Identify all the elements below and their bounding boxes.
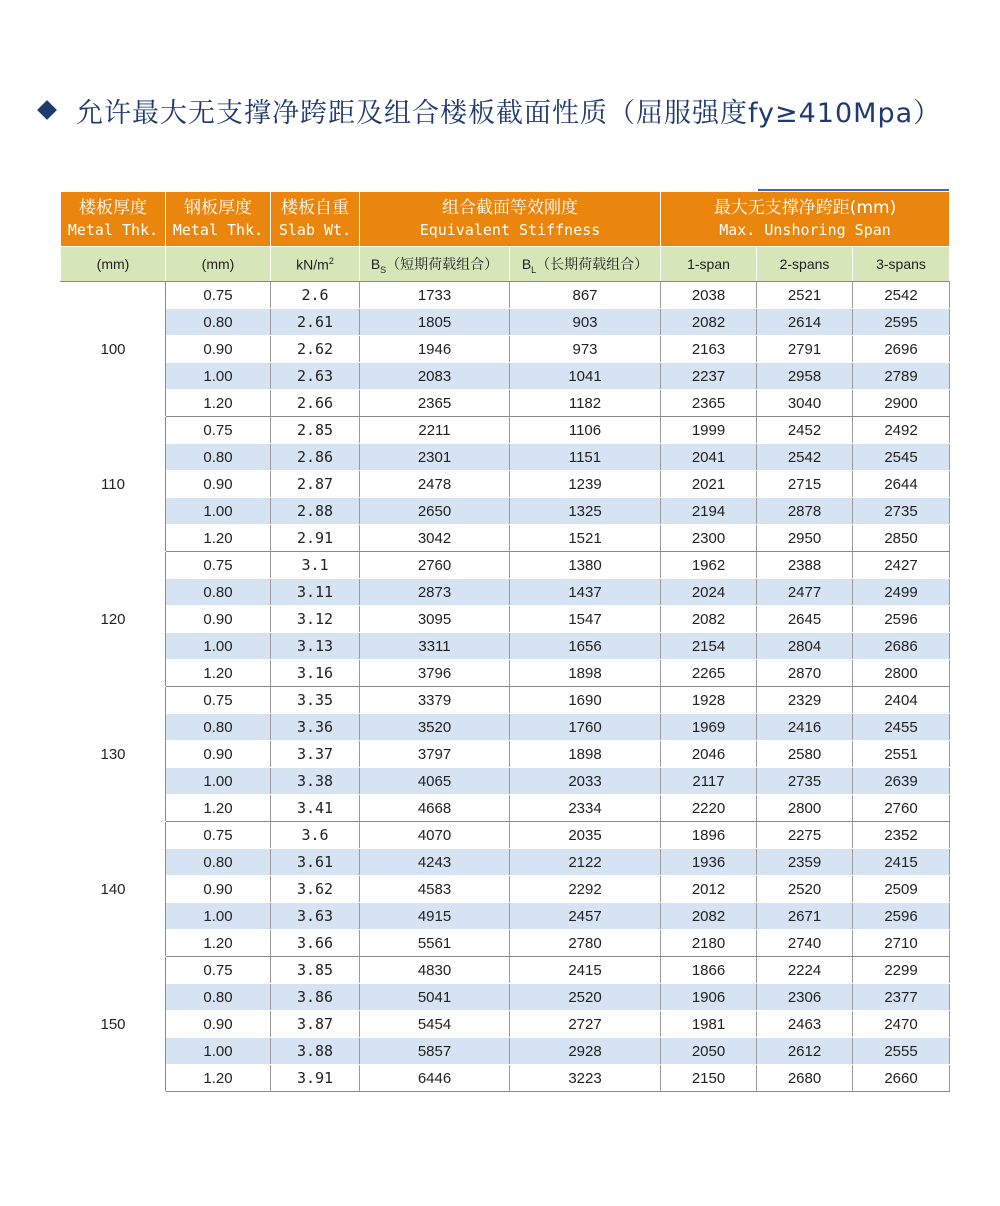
span-3-cell: 2545 bbox=[853, 444, 950, 471]
span-2-cell: 2800 bbox=[757, 795, 853, 822]
bl-stiffness-cell: 2780 bbox=[510, 930, 661, 957]
span-1-cell: 2024 bbox=[661, 579, 757, 606]
span-3-cell: 2555 bbox=[853, 1038, 950, 1065]
metal-thickness-cell: 1.00 bbox=[166, 498, 271, 525]
table-row bbox=[61, 660, 950, 687]
table-row bbox=[61, 930, 950, 957]
bl-stiffness-cell: 1437 bbox=[510, 579, 661, 606]
metal-thickness-cell: 1.00 bbox=[166, 768, 271, 795]
metal-thickness-cell: 1.20 bbox=[166, 1065, 271, 1092]
span-1-cell: 1866 bbox=[661, 957, 757, 984]
span-2-cell: 2329 bbox=[757, 687, 853, 714]
metal-thickness-cell: 1.20 bbox=[166, 930, 271, 957]
slab-weight-cell: 3.12 bbox=[271, 606, 360, 633]
span-1-cell: 2265 bbox=[661, 660, 757, 687]
bl-stiffness-cell: 1898 bbox=[510, 741, 661, 768]
span-2-cell: 2878 bbox=[757, 498, 853, 525]
bl-stiffness-cell: 1521 bbox=[510, 525, 661, 552]
table-row bbox=[61, 444, 950, 471]
slab-weight-cell: 3.62 bbox=[271, 876, 360, 903]
bs-stiffness-cell: 6446 bbox=[360, 1065, 510, 1092]
span-3-cell: 2415 bbox=[853, 849, 950, 876]
slab-weight-cell: 3.1 bbox=[271, 552, 360, 579]
table-row bbox=[61, 282, 950, 309]
slab-weight-cell: 3.63 bbox=[271, 903, 360, 930]
span-2-cell: 2950 bbox=[757, 525, 853, 552]
metal-thickness-cell: 1.20 bbox=[166, 390, 271, 417]
metal-thickness-cell: 1.20 bbox=[166, 525, 271, 552]
table-row bbox=[61, 606, 950, 633]
metal-thickness-cell: 0.90 bbox=[166, 606, 271, 633]
span-3-cell: 2644 bbox=[853, 471, 950, 498]
metal-thickness-cell: 1.00 bbox=[166, 363, 271, 390]
unit-3-spans: 3-spans bbox=[853, 247, 950, 282]
span-2-cell: 2521 bbox=[757, 282, 853, 309]
metal-thickness-cell: 0.75 bbox=[166, 552, 271, 579]
bs-stiffness-cell: 2083 bbox=[360, 363, 510, 390]
bs-stiffness-cell: 2301 bbox=[360, 444, 510, 471]
span-3-cell: 2542 bbox=[853, 282, 950, 309]
span-3-cell: 2455 bbox=[853, 714, 950, 741]
bs-stiffness-cell: 3797 bbox=[360, 741, 510, 768]
metal-thickness-cell: 1.00 bbox=[166, 903, 271, 930]
table-row bbox=[61, 417, 950, 444]
table-row bbox=[61, 957, 950, 984]
unit-bl-long-term: $B_L$（长期荷载组合） bbox=[510, 247, 661, 282]
bs-stiffness-cell: 2760 bbox=[360, 552, 510, 579]
span-3-cell: 2352 bbox=[853, 822, 950, 849]
span-1-cell: 1981 bbox=[661, 1011, 757, 1038]
bl-stiffness-cell: 1898 bbox=[510, 660, 661, 687]
span-1-cell: 2117 bbox=[661, 768, 757, 795]
bl-stiffness-cell: 2122 bbox=[510, 849, 661, 876]
bl-stiffness-cell: 1151 bbox=[510, 444, 661, 471]
header-slab-weight: 楼板自重 Slab Wt. bbox=[271, 192, 360, 247]
table-row bbox=[61, 552, 950, 579]
bs-stiffness-cell: 2650 bbox=[360, 498, 510, 525]
slab-weight-cell: 3.91 bbox=[271, 1065, 360, 1092]
unit-slab-thickness: (mm) bbox=[61, 247, 166, 282]
bs-stiffness-cell: 4583 bbox=[360, 876, 510, 903]
table-row bbox=[61, 1065, 950, 1092]
span-3-cell: 2735 bbox=[853, 498, 950, 525]
span-3-cell: 2596 bbox=[853, 606, 950, 633]
span-3-cell: 2696 bbox=[853, 336, 950, 363]
bl-stiffness-cell: 2033 bbox=[510, 768, 661, 795]
span-2-cell: 2614 bbox=[757, 309, 853, 336]
bs-stiffness-cell: 5454 bbox=[360, 1011, 510, 1038]
slab-weight-cell: 2.86 bbox=[271, 444, 360, 471]
bl-stiffness-cell: 867 bbox=[510, 282, 661, 309]
table-row bbox=[61, 795, 950, 822]
table-row bbox=[61, 498, 950, 525]
bs-stiffness-cell: 5857 bbox=[360, 1038, 510, 1065]
table-row bbox=[61, 390, 950, 417]
span-1-cell: 2082 bbox=[661, 903, 757, 930]
span-2-cell: 3040 bbox=[757, 390, 853, 417]
span-2-cell: 2520 bbox=[757, 876, 853, 903]
span-1-cell: 2038 bbox=[661, 282, 757, 309]
span-2-cell: 2680 bbox=[757, 1065, 853, 1092]
bl-stiffness-cell: 2727 bbox=[510, 1011, 661, 1038]
bl-stiffness-cell: 973 bbox=[510, 336, 661, 363]
metal-thickness-cell: 0.75 bbox=[166, 687, 271, 714]
bs-stiffness-cell: 3095 bbox=[360, 606, 510, 633]
span-3-cell: 2639 bbox=[853, 768, 950, 795]
table-row bbox=[61, 687, 950, 714]
span-2-cell: 2306 bbox=[757, 984, 853, 1011]
bs-stiffness-cell: 2211 bbox=[360, 417, 510, 444]
span-1-cell: 2154 bbox=[661, 633, 757, 660]
metal-thickness-cell: 0.75 bbox=[166, 417, 271, 444]
table-row bbox=[61, 741, 950, 768]
span-3-cell: 2660 bbox=[853, 1065, 950, 1092]
slab-weight-cell: 2.91 bbox=[271, 525, 360, 552]
metal-thickness-cell: 0.75 bbox=[166, 957, 271, 984]
bs-stiffness-cell: 5041 bbox=[360, 984, 510, 1011]
span-1-cell: 2050 bbox=[661, 1038, 757, 1065]
metal-thickness-cell: 0.75 bbox=[166, 282, 271, 309]
table-row bbox=[61, 714, 950, 741]
span-1-cell: 2237 bbox=[661, 363, 757, 390]
span-3-cell: 2760 bbox=[853, 795, 950, 822]
table-row bbox=[61, 471, 950, 498]
header-metal-thickness: 钢板厚度 Metal Thk. bbox=[166, 192, 271, 247]
span-3-cell: 2595 bbox=[853, 309, 950, 336]
table-row bbox=[61, 822, 950, 849]
bs-stiffness-cell: 1805 bbox=[360, 309, 510, 336]
bs-stiffness-cell: 3379 bbox=[360, 687, 510, 714]
bl-stiffness-cell: 2035 bbox=[510, 822, 661, 849]
table-row bbox=[61, 579, 950, 606]
metal-thickness-cell: 1.00 bbox=[166, 633, 271, 660]
slab-weight-cell: 2.63 bbox=[271, 363, 360, 390]
span-3-cell: 2499 bbox=[853, 579, 950, 606]
span-2-cell: 2958 bbox=[757, 363, 853, 390]
span-2-cell: 2416 bbox=[757, 714, 853, 741]
bl-stiffness-cell: 1380 bbox=[510, 552, 661, 579]
table-row bbox=[61, 1038, 950, 1065]
span-1-cell: 2150 bbox=[661, 1065, 757, 1092]
span-2-cell: 2671 bbox=[757, 903, 853, 930]
table-row bbox=[61, 633, 950, 660]
unit-bs-short-term: $B_S$（短期荷载组合） bbox=[360, 247, 510, 282]
header-max-unshoring-span: 最大无支撑净跨距(mm) Max. Unshoring Span bbox=[661, 192, 950, 247]
bs-stiffness-cell: 3042 bbox=[360, 525, 510, 552]
bl-stiffness-cell: 2928 bbox=[510, 1038, 661, 1065]
bs-stiffness-cell: 3311 bbox=[360, 633, 510, 660]
slab-thickness-cell: 110 bbox=[61, 417, 166, 552]
span-3-cell: 2551 bbox=[853, 741, 950, 768]
span-2-cell: 2612 bbox=[757, 1038, 853, 1065]
slab-weight-cell: 2.87 bbox=[271, 471, 360, 498]
span-1-cell: 1906 bbox=[661, 984, 757, 1011]
metal-thickness-cell: 0.90 bbox=[166, 471, 271, 498]
slab-weight-cell: 3.36 bbox=[271, 714, 360, 741]
unit-2-spans: 2-spans bbox=[757, 247, 853, 282]
table-row bbox=[61, 849, 950, 876]
metal-thickness-cell: 1.20 bbox=[166, 795, 271, 822]
span-1-cell: 1936 bbox=[661, 849, 757, 876]
bs-stiffness-cell: 4070 bbox=[360, 822, 510, 849]
bs-stiffness-cell: 5561 bbox=[360, 930, 510, 957]
span-2-cell: 2645 bbox=[757, 606, 853, 633]
span-3-cell: 2789 bbox=[853, 363, 950, 390]
bs-stiffness-cell: 1733 bbox=[360, 282, 510, 309]
metal-thickness-cell: 0.90 bbox=[166, 336, 271, 363]
slab-weight-cell: 3.38 bbox=[271, 768, 360, 795]
span-3-cell: 2900 bbox=[853, 390, 950, 417]
slab-weight-cell: 2.61 bbox=[271, 309, 360, 336]
span-2-cell: 2791 bbox=[757, 336, 853, 363]
units-row bbox=[61, 247, 950, 282]
table-row bbox=[61, 363, 950, 390]
header-equivalent-stiffness: 组合截面等效刚度 Equivalent Stiffness bbox=[360, 192, 661, 247]
span-properties-table bbox=[60, 191, 950, 1092]
span-1-cell: 2082 bbox=[661, 309, 757, 336]
metal-thickness-cell: 1.20 bbox=[166, 660, 271, 687]
bl-stiffness-cell: 1690 bbox=[510, 687, 661, 714]
slab-weight-cell: 3.11 bbox=[271, 579, 360, 606]
metal-thickness-cell: 0.75 bbox=[166, 822, 271, 849]
bl-stiffness-cell: 3223 bbox=[510, 1065, 661, 1092]
slab-weight-cell: 2.62 bbox=[271, 336, 360, 363]
slab-weight-cell: 3.13 bbox=[271, 633, 360, 660]
span-3-cell: 2686 bbox=[853, 633, 950, 660]
slab-thickness-cell: 120 bbox=[61, 552, 166, 687]
bl-stiffness-cell: 2292 bbox=[510, 876, 661, 903]
span-2-cell: 2388 bbox=[757, 552, 853, 579]
table-body bbox=[61, 282, 950, 1092]
span-2-cell: 2477 bbox=[757, 579, 853, 606]
bl-stiffness-cell: 1760 bbox=[510, 714, 661, 741]
span-1-cell: 2180 bbox=[661, 930, 757, 957]
unit-1-span: 1-span bbox=[661, 247, 757, 282]
slab-weight-cell: 2.66 bbox=[271, 390, 360, 417]
metal-thickness-cell: 0.90 bbox=[166, 1011, 271, 1038]
table-row bbox=[61, 903, 950, 930]
bl-stiffness-cell: 903 bbox=[510, 309, 661, 336]
metal-thickness-cell: 0.80 bbox=[166, 444, 271, 471]
span-1-cell: 2300 bbox=[661, 525, 757, 552]
bl-stiffness-cell: 1239 bbox=[510, 471, 661, 498]
slab-weight-cell: 3.6 bbox=[271, 822, 360, 849]
span-2-cell: 2275 bbox=[757, 822, 853, 849]
span-2-cell: 2224 bbox=[757, 957, 853, 984]
table-row bbox=[61, 1011, 950, 1038]
span-1-cell: 1999 bbox=[661, 417, 757, 444]
slab-weight-cell: 3.66 bbox=[271, 930, 360, 957]
span-3-cell: 2492 bbox=[853, 417, 950, 444]
bs-stiffness-cell: 4830 bbox=[360, 957, 510, 984]
span-3-cell: 2596 bbox=[853, 903, 950, 930]
span-2-cell: 2740 bbox=[757, 930, 853, 957]
table-row bbox=[61, 768, 950, 795]
bl-stiffness-cell: 1106 bbox=[510, 417, 661, 444]
bs-stiffness-cell: 4915 bbox=[360, 903, 510, 930]
header-slab-thickness: 楼板厚度 Metal Thk. bbox=[61, 192, 166, 247]
slab-thickness-cell: 140 bbox=[61, 822, 166, 957]
span-1-cell: 2046 bbox=[661, 741, 757, 768]
bl-stiffness-cell: 1656 bbox=[510, 633, 661, 660]
bs-stiffness-cell: 4243 bbox=[360, 849, 510, 876]
metal-thickness-cell: 0.80 bbox=[166, 849, 271, 876]
span-2-cell: 2359 bbox=[757, 849, 853, 876]
metal-thickness-cell: 0.90 bbox=[166, 741, 271, 768]
bl-stiffness-cell: 1041 bbox=[510, 363, 661, 390]
span-3-cell: 2299 bbox=[853, 957, 950, 984]
diamond-icon bbox=[37, 100, 57, 120]
span-1-cell: 2194 bbox=[661, 498, 757, 525]
span-1-cell: 2012 bbox=[661, 876, 757, 903]
slab-thickness-cell: 130 bbox=[61, 687, 166, 822]
bl-stiffness-cell: 1182 bbox=[510, 390, 661, 417]
page-title bbox=[36, 88, 941, 132]
bl-stiffness-cell: 2415 bbox=[510, 957, 661, 984]
bs-stiffness-cell: 4065 bbox=[360, 768, 510, 795]
span-3-cell: 2427 bbox=[853, 552, 950, 579]
span-3-cell: 2850 bbox=[853, 525, 950, 552]
slab-thickness-cell: 100 bbox=[61, 282, 166, 417]
span-1-cell: 2041 bbox=[661, 444, 757, 471]
span-2-cell: 2804 bbox=[757, 633, 853, 660]
span-1-cell: 1969 bbox=[661, 714, 757, 741]
slab-weight-cell: 3.61 bbox=[271, 849, 360, 876]
slab-weight-cell: 2.6 bbox=[271, 282, 360, 309]
span-2-cell: 2542 bbox=[757, 444, 853, 471]
bl-stiffness-cell: 2457 bbox=[510, 903, 661, 930]
metal-thickness-cell: 0.90 bbox=[166, 876, 271, 903]
table-row bbox=[61, 984, 950, 1011]
span-3-cell: 2800 bbox=[853, 660, 950, 687]
bl-stiffness-cell: 2334 bbox=[510, 795, 661, 822]
bs-stiffness-cell: 4668 bbox=[360, 795, 510, 822]
bs-stiffness-cell: 2478 bbox=[360, 471, 510, 498]
bs-stiffness-cell: 1946 bbox=[360, 336, 510, 363]
slab-weight-cell: 2.85 bbox=[271, 417, 360, 444]
slab-weight-cell: 3.37 bbox=[271, 741, 360, 768]
slab-weight-cell: 3.88 bbox=[271, 1038, 360, 1065]
span-1-cell: 1896 bbox=[661, 822, 757, 849]
table-row bbox=[61, 525, 950, 552]
span-3-cell: 2710 bbox=[853, 930, 950, 957]
bs-stiffness-cell: 2365 bbox=[360, 390, 510, 417]
span-1-cell: 2021 bbox=[661, 471, 757, 498]
slab-weight-cell: 3.41 bbox=[271, 795, 360, 822]
span-2-cell: 2580 bbox=[757, 741, 853, 768]
span-1-cell: 2220 bbox=[661, 795, 757, 822]
slab-weight-cell: 3.87 bbox=[271, 1011, 360, 1038]
metal-thickness-cell: 0.80 bbox=[166, 714, 271, 741]
bl-stiffness-cell: 1325 bbox=[510, 498, 661, 525]
slab-thickness-cell: 150 bbox=[61, 957, 166, 1092]
table-row bbox=[61, 336, 950, 363]
span-3-cell: 2509 bbox=[853, 876, 950, 903]
bl-stiffness-cell: 2520 bbox=[510, 984, 661, 1011]
page-title-text: 允许最大无支撑净跨距及组合楼板截面性质（屈服强度fy≥410Mpa） bbox=[76, 97, 942, 129]
span-2-cell: 2452 bbox=[757, 417, 853, 444]
metal-thickness-cell: 1.00 bbox=[166, 1038, 271, 1065]
span-3-cell: 2404 bbox=[853, 687, 950, 714]
table-row bbox=[61, 876, 950, 903]
slab-weight-cell: 3.16 bbox=[271, 660, 360, 687]
span-1-cell: 2163 bbox=[661, 336, 757, 363]
table-row bbox=[61, 309, 950, 336]
span-1-cell: 1928 bbox=[661, 687, 757, 714]
metal-thickness-cell: 0.80 bbox=[166, 579, 271, 606]
slab-weight-cell: 3.85 bbox=[271, 957, 360, 984]
span-1-cell: 1962 bbox=[661, 552, 757, 579]
slab-weight-cell: 3.86 bbox=[271, 984, 360, 1011]
slab-weight-cell: 2.88 bbox=[271, 498, 360, 525]
span-2-cell: 2735 bbox=[757, 768, 853, 795]
span-2-cell: 2715 bbox=[757, 471, 853, 498]
header-row bbox=[61, 192, 950, 247]
span-1-cell: 2365 bbox=[661, 390, 757, 417]
span-3-cell: 2470 bbox=[853, 1011, 950, 1038]
span-3-cell: 2377 bbox=[853, 984, 950, 1011]
span-2-cell: 2870 bbox=[757, 660, 853, 687]
bs-stiffness-cell: 3520 bbox=[360, 714, 510, 741]
bl-stiffness-cell: 1547 bbox=[510, 606, 661, 633]
metal-thickness-cell: 0.80 bbox=[166, 984, 271, 1011]
unit-metal-thickness: (mm) bbox=[166, 247, 271, 282]
bs-stiffness-cell: 3796 bbox=[360, 660, 510, 687]
bs-stiffness-cell: 2873 bbox=[360, 579, 510, 606]
span-2-cell: 2463 bbox=[757, 1011, 853, 1038]
unit-slab-weight: $kN/m^2$ bbox=[271, 247, 360, 282]
metal-thickness-cell: 0.80 bbox=[166, 309, 271, 336]
span-1-cell: 2082 bbox=[661, 606, 757, 633]
slab-weight-cell: 3.35 bbox=[271, 687, 360, 714]
